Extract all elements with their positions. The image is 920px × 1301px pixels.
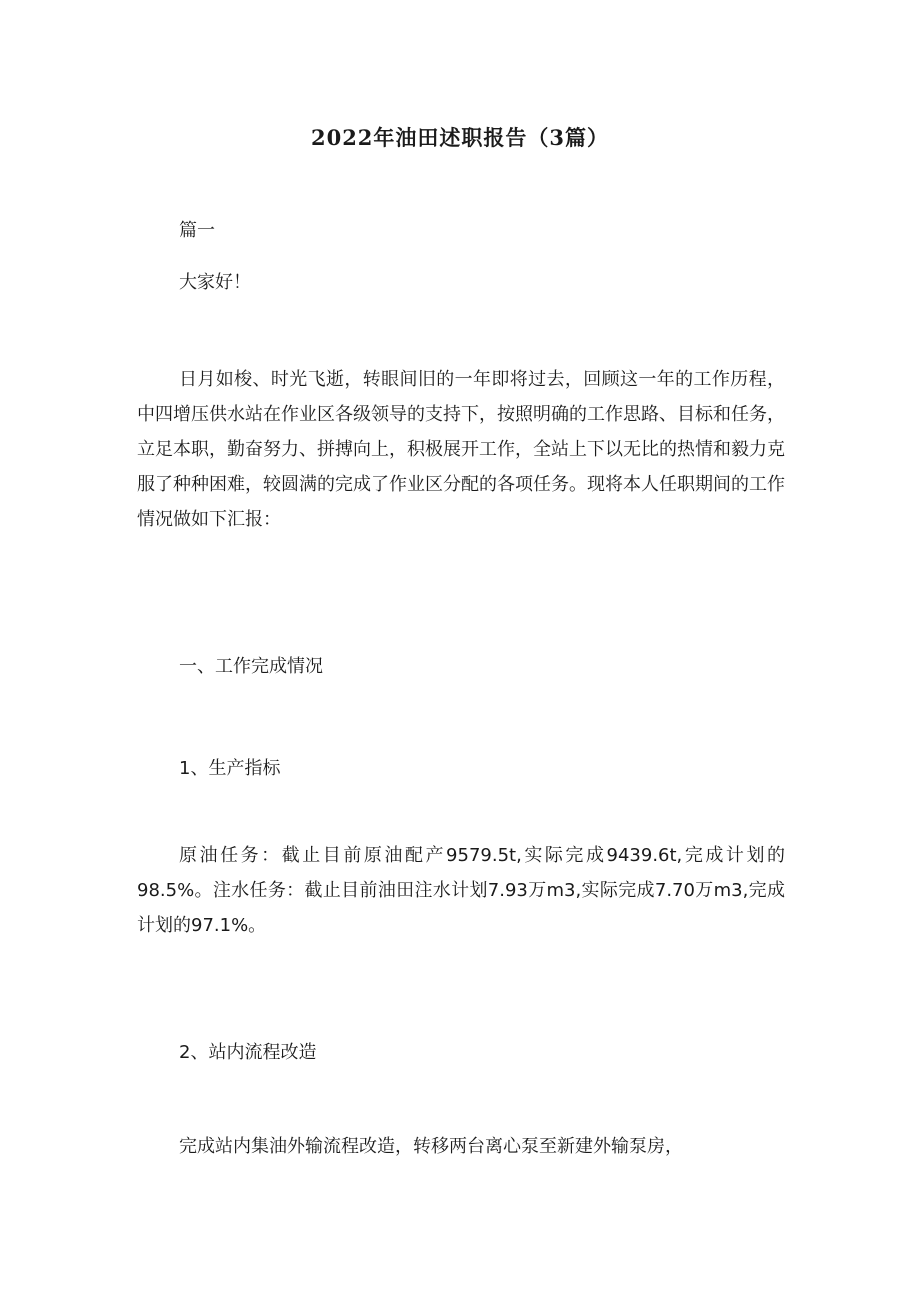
subheading-production-indicators: 1、生产指标 [179,758,281,779]
greeting: 大家好！ [179,272,251,293]
subheading-process-renovation: 2、站内流程改造 [179,1042,317,1063]
section-heading-work-completion: 一、工作完成情况 [179,656,323,677]
intro-paragraph: 日月如梭、时光飞逝，转眼间旧的一年即将过去，回顾这一年的工作历程，中四增压供水站在作业区各级领导的支持下，按照明确的工作思路、目标和任务，立足本职，勤奋努力、拼搏向上，积极展开工作，全站上下以无比的热情和毅力克服了种种困难，较圆满的完成了作业区分配的各项任务。现将本人任职期间的工作情况做如下汇报： [137,369,785,530]
document-title: 2022年油田述职报告（3篇） [310,125,610,150]
section-label: 篇一 [179,220,215,241]
process-paragraph: 完成站内集油外输流程改造，转移两台离心泵至新建外输泵房， [179,1136,683,1157]
production-paragraph: 原油任务：截止目前原油配产9579.5t,实际完成9439.6t,完成计划的98.5%。注水任务：截止目前油田注水计划7.93万m3,实际完成7.70万m3,完成计划的97.1%。 [137,845,785,936]
